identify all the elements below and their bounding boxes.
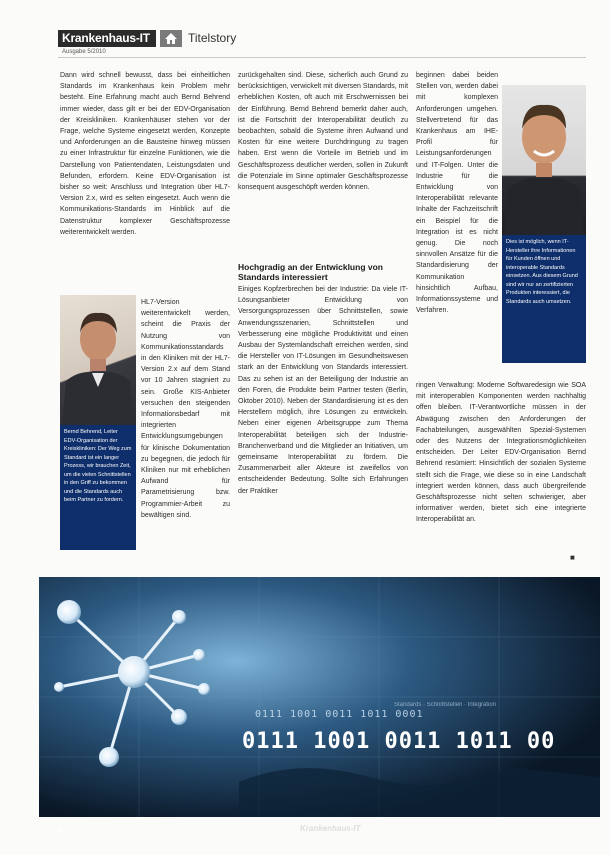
header-logo: Krankenhaus-IT xyxy=(62,31,150,45)
column-2-bottom xyxy=(238,262,408,562)
page-number: 8 xyxy=(58,825,64,835)
network-graphic xyxy=(39,577,600,817)
banner-faint-text: Standards · Schnittstellen · Integration xyxy=(394,702,497,708)
column-2-top xyxy=(238,70,408,258)
paragraph: Einiges Kopfzerbrechen bei der Industrie: Da viele IT-Lösungsanbieter Entwicklung von Versorgungsprozessen über Schnittstellen, sowie Anwendungsszenarien, Schnittstellen und Verbesserung eine mögliche Produktivität und einen Ausbau der Systemlandschaft erreichen werden, sind die Hersteller von IT-Lösungen im Gesundheitswesen stark an der Entwicklung von Standards interessiert. Das zu sehen ist an der Beteiligung der Industrie an den Foren, die Produkte beim Partner testen (Berlin, Oktober 2010). Neben der Standardisierung ist es den Herstellern möglich, ihre Lösungen zu entwickeln. Neben einer eigenen Arbeitsgruppe zum Thema Interoperabilität beteiligen sich der Industrie-Branchenverband und die Mitglieder an Initiativen, um gemeinsame Interoperabilität zu fördern. Die Zusammenarbeit aller Akteure ist zweifellos von entscheidender Bedeutung. Sollte sich Erfahrungen der Praktiker xyxy=(238,286,408,495)
footer-logo: Krankenhaus-IT xyxy=(300,824,361,833)
photo-it-manager xyxy=(502,85,586,235)
caption-left: Bernd Behrend, Leiter EDV-Organisation der Kreiskliniken: Der Weg zum Standard ist ein langer Prozess, wir brauchen Zeit, um die vielen Schnittstellen in den Griff zu bekommen und die Standards auch beim Partner zu fordern. xyxy=(60,425,136,550)
photo-bernd-behrend xyxy=(60,295,136,425)
banner-network-image xyxy=(39,577,600,817)
issue-label: Ausgabe 5/2010 xyxy=(62,49,106,55)
house-icon xyxy=(164,32,178,45)
column-3-bottom xyxy=(416,380,586,552)
paragraph: HL7-Version weiterentwickelt werden, scheint die Praxis der Nutzung von Kommunikationsstandards in den Kliniken mit der HL7-Version 2.x auf dem Stand vor 10 Jahren stagniert zu sein. Große KIS-Anbieter versuchen den steigenden Informationsbedarf mit integrierten Entwicklungsumgebungen für klinische Dokumentation zu begegnen, die jedoch für Kliniken nur mit erheblichen Aufwand für Parametrisierung bzw. Programmier-Arbeit zu bewältigen sind. xyxy=(141,299,230,519)
column-1-top xyxy=(60,70,230,295)
header-rule xyxy=(58,57,586,58)
binary-big: 0111 1001 0011 1011 00 xyxy=(242,729,556,754)
paragraph: Dann wird schnell bewusst, dass bei einheitlichen Standards im Krankenhaus kein Problem mehr besteht. Eine Erfahrung macht auch Bernd Behrend immer wieder, dass gilt er bei der EDV-Organisation der Kreiskliniken. Krankenhäuser stehen vor der Frage, welche Systeme eingesetzt werden, Konzepte und Anforderungen an die Bausteine hinweg müssen zu einer Infrastruktur für einzelne Funktionen, wie die Darstellung von Patientendaten, Leistungsdaten und Befunden, erfordern. Keine EDV-Organisation ist bisher so weit: Anschluss und Integration über HL7-Version 2.x, wird es selten eingesetzt. Auch wenn die Kommunikations-Standards im Hinblick auf die Datenstruktur komplexer Geschäftsprozesse weiterentwickelt werden. xyxy=(60,72,230,236)
column-3-top xyxy=(416,70,498,380)
caption-right: Dies ist möglich, wenn IT-Hersteller ihre Informationen für Kunden öffnen und interoperable Standards einsetzen. Aus diesem Grund sind wir nur an zertifizierten Produkten interessiert, die Standards auch umsetzen. xyxy=(502,235,586,363)
paragraph: beginnen dabei beiden Stellen von, werden dabei mit komplexen Anforderungen umgehen. Stellvertretend für das Krankenhaus am IHE-Profil für Leistungsanforderungen und IT-Folgen. Unter die Industrie für die Entwicklung von Interoperabilität relevante Inhalte der Fachzeitschrift ein Beispiel für die Integration ist es nicht genug. Die noch sinnvollen Ansätze für die Standardisierung der Kommunikation hinsichtlich Aufbau, Informationssysteme und Verfahren. xyxy=(416,72,498,315)
paragraph: zurückgehalten sind. Diese, sicherlich auch Grund zu berücksichtigen, verwickelt mit diversen Standards, mit erheblichen Kosten, oft auch mit Erschwernissen bei der Einführung. Bernd Behrend bemerkt daher auch, ist die Fortschritt der Interoperabilität deutlich zu beobachten, sobald die Systeme ihren Aufwand und Kosten für eine weitere Durchdringung zu tragen haben. Erst wenn die Vorteile im Betrieb und im Geschäftsprozess deutlicher werden, sollen in Zukunft die Potenziale im Sinne optimaler Geschäftsprozesse konsequent ausgeschöpft werden können. xyxy=(238,72,408,192)
end-mark: ■ xyxy=(570,553,575,562)
paragraph: ringen Verwaltung: Moderne Softwaredesign wie SOA mit interoperablen Komponenten werden nachhaltig offen bleiben. IT-Verantwortliche müssen in der Abwägung zwischen den Anforderungen der Fachabteilungen, ausgewählten Spezial-Systemen oder des Nutzens der Integrationsmöglichkeiten entscheiden. Der Leiter EDV-Organisation Bernd Behrend resümiert: Hinsichtlich der sozialen Systeme stellt sich die Frage, wie diese so in eine Landschaft integriert werden können, dass auch übergreifende Geschäftsprozesse nicht selten schwieriger, aber informativer werden, bietet sich eine integrierte Interoperabilität an. xyxy=(416,382,586,524)
column-1-side xyxy=(141,297,230,555)
subheading: Hochgradig an der Entwicklung von Standards interessiert xyxy=(238,262,383,282)
binary-small: 0111 1001 0011 1011 0001 xyxy=(255,709,424,720)
section-title: Titelstory xyxy=(188,31,237,45)
home-button[interactable] xyxy=(160,30,182,47)
